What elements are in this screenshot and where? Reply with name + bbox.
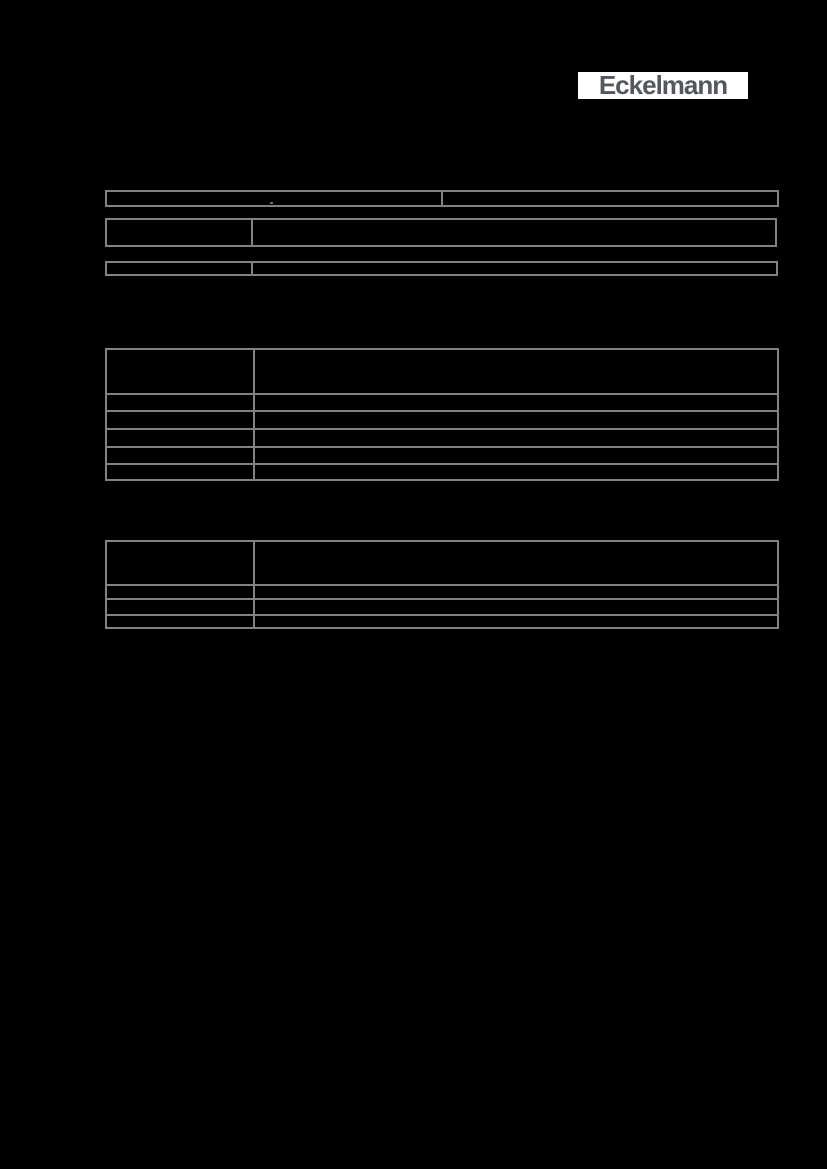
table-cell-value <box>255 350 777 393</box>
table-cell-value <box>443 192 777 205</box>
speck <box>270 202 273 204</box>
table-cell-value <box>255 542 777 584</box>
table-cell-label <box>107 600 255 614</box>
table-title-bar-table <box>105 190 779 207</box>
table-cell-label <box>107 542 255 584</box>
table-cell-label <box>107 465 255 479</box>
table-cell-value <box>255 412 777 428</box>
table-cell-label <box>107 586 255 598</box>
table-detail-table-2 <box>105 540 779 629</box>
table-cell-label <box>107 395 255 410</box>
table-row <box>107 220 775 245</box>
logo-text: Eckelmann <box>598 69 728 100</box>
table-cell-label <box>107 430 255 446</box>
eckelmann-logo <box>578 69 748 100</box>
table-cell-value <box>255 395 777 410</box>
table-cell-value <box>255 448 777 463</box>
table-detail-table-1 <box>105 348 779 481</box>
table-row <box>107 446 777 463</box>
table-cell-label <box>107 350 255 393</box>
table-row <box>107 350 777 393</box>
table-cell-label <box>107 220 253 245</box>
table-cell-value <box>255 586 777 598</box>
table-cell-value <box>253 220 775 245</box>
table-info-table-1 <box>105 218 777 247</box>
table-cell-label <box>107 448 255 463</box>
table-row <box>107 263 776 274</box>
table-row <box>107 463 777 479</box>
table-row <box>107 584 777 598</box>
table-row <box>107 598 777 614</box>
table-cell-value <box>255 600 777 614</box>
table-row <box>107 192 777 205</box>
table-cell-label <box>107 263 253 274</box>
table-row <box>107 542 777 584</box>
table-cell-value <box>255 616 777 627</box>
table-row <box>107 428 777 446</box>
table-row <box>107 410 777 428</box>
table-info-table-2 <box>105 261 778 276</box>
table-row <box>107 393 777 410</box>
table-cell-label <box>107 616 255 627</box>
table-cell-value <box>255 430 777 446</box>
table-row <box>107 614 777 627</box>
table-cell-value <box>253 263 776 274</box>
table-cell-value <box>255 465 777 479</box>
table-cell-label <box>107 412 255 428</box>
table-cell-label <box>107 192 443 205</box>
